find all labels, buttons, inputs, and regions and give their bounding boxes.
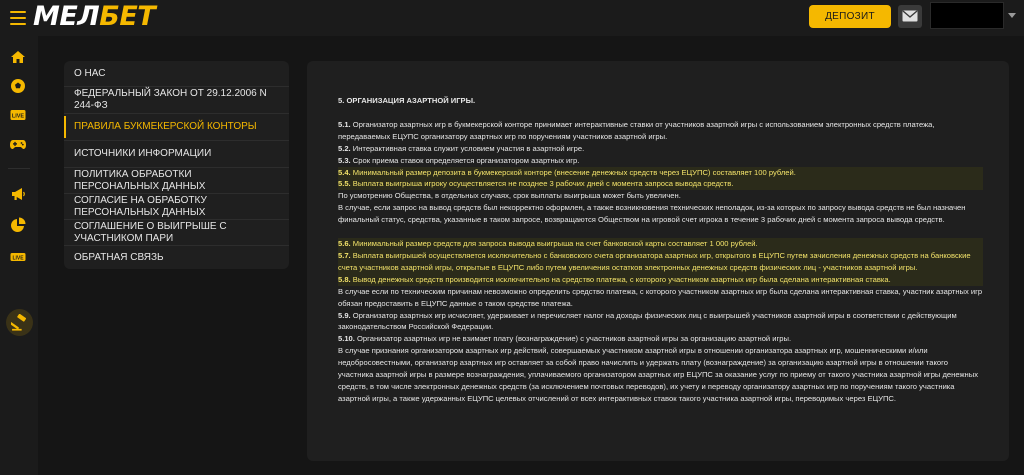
left-sidebar xyxy=(0,36,38,475)
rule-5-7: 5.7. Выплата выигрышей осуществляется исключительно с банковского счета организатора азартных игр, открытого в ЕЦУПС путем зачисления денежных средств на банковские счета участников азартной игры, открытые в ЕЦУПС либо путем увеличения остатков электронных денежных средств физических лиц - участников азартной игры. xyxy=(338,250,983,274)
menu-item-bookmaker-rules[interactable]: ПРАВИЛА БУКМЕКЕРСКОЙ КОНТОРЫ xyxy=(64,114,289,141)
rule-5-8-note: В случае если по техническим причинам невозможно определить средство платежа, с которого участником азартных игр была сделана интерактивная ставка, участник азартных игр обязан предоставить в ЕЦУПС данные о таком средстве платежа. xyxy=(338,286,983,308)
menu-item-winnings-agreement[interactable]: СОГЛАШЕНИЕ О ВЫИГРЫШЕ С УЧАСТНИКОМ ПАРИ xyxy=(64,220,289,246)
gamepad-icon[interactable] xyxy=(10,136,26,152)
menu-item-personal-data-consent[interactable]: СОГЛАСИЕ НА ОБРАБОТКУ ПЕРСОНАЛЬНЫХ ДАННЫХ xyxy=(64,194,289,220)
menu-item-federal-law[interactable]: ФЕДЕРАЛЬНЫЙ ЗАКОН ОТ 29.12.2006 N 244-ФЗ xyxy=(64,87,289,114)
rule-5-4: 5.4. Минимальный размер депозита в букмекерской конторе (внесение денежных средств через ЕЦУПС) составляет 100 рублей. xyxy=(338,167,983,179)
svg-text:LIVE: LIVE xyxy=(11,113,25,120)
pie-chart-icon[interactable] xyxy=(10,217,26,233)
live-games-icon[interactable] xyxy=(10,249,26,265)
rule-5-5-note-1: По усмотрению Общества, в отдельных случаях, срок выплаты выигрыша может быть увеличен. xyxy=(338,191,681,201)
envelope-icon xyxy=(902,10,918,22)
rule-5-1: 5.1. Организатор азартных игр в букмекерской конторе принимает интерактивные ставки от участников азартной игры с использованием электронных средств платежа, передаваемых ЕЦУПС организатору азартных игр по поручениям участников азартной игры. xyxy=(338,119,935,141)
rules-text xyxy=(338,95,983,405)
menu-burger-icon[interactable] xyxy=(10,11,26,25)
rules-content-panel xyxy=(307,61,1009,461)
rule-5-10: 5.10. Организатор азартных игр не взимает плату (вознаграждение) с участников азартной игры за организацию азартной игры. xyxy=(338,334,792,344)
rule-5-5-note-2: В случае, если запрос на вывод средств был некорректно оформлен, а также возникновения технических неполадок, из-за которых по запросу вывода средств не был назначен финальный статус, средства, указанные в таком запросе, возвращаются Обществом на игровой счет игрока в течение 3 рабочих дней с момента запроса вывода средств. xyxy=(338,203,966,225)
rule-5-5: 5.5. Выплата выигрыша игроку осуществляется не позднее 3 рабочих дней с момента запроса вывода средств. xyxy=(338,178,983,190)
home-icon[interactable] xyxy=(10,49,26,65)
deposit-button[interactable]: ДЕПОЗИТ xyxy=(809,5,891,28)
chevron-down-icon[interactable] xyxy=(1008,13,1016,18)
account-panel[interactable] xyxy=(930,2,1004,29)
rule-5-3: 5.3. Срок приема ставок определяется организатором азартных игр. xyxy=(338,155,580,165)
melbet-logo[interactable]: МЕЛБЕТ xyxy=(33,1,156,32)
live-icon[interactable] xyxy=(10,107,26,123)
rule-5-2: 5.2. Интерактивная ставка служит условием участия в азартной игре. xyxy=(338,143,585,153)
sidebar-divider xyxy=(8,168,30,169)
top-bar xyxy=(0,0,1024,36)
section-heading: 5. ОРГАНИЗАЦИЯ АЗАРТНОЙ ИГРЫ. xyxy=(338,96,476,105)
svg-text:LIVE: LIVE xyxy=(12,255,24,262)
rules-menu xyxy=(64,61,289,269)
menu-item-privacy-policy[interactable]: ПОЛИТИКА ОБРАБОТКИ ПЕРСОНАЛЬНЫХ ДАННЫХ xyxy=(64,168,289,194)
mail-button[interactable] xyxy=(898,5,922,28)
menu-item-about[interactable]: О НАС xyxy=(64,61,289,87)
megaphone-icon[interactable] xyxy=(10,186,26,202)
rule-5-8: 5.8. Вывод денежных средств производится исключительно на средство платежа, с которого участником азартных игр была сделана интерактивная ставка. xyxy=(338,274,983,286)
rule-5-9: 5.9. Организатор азартных игр исчисляет, удерживает и перечисляет налог на доходы физических лиц с выигрышей участников азартной игры в соответствии с действующим законодательством Российской Федерации. xyxy=(338,310,957,332)
menu-item-feedback[interactable]: ОБРАТНАЯ СВЯЗЬ xyxy=(74,251,164,263)
hammer-icon[interactable] xyxy=(6,309,33,336)
rule-5-6: 5.6. Минимальный размер средств для запроса вывода выигрыша на счет банковской карты составляет 1 000 рублей. xyxy=(338,238,983,250)
menu-item-info-sources[interactable]: ИСТОЧНИКИ ИНФОРМАЦИИ xyxy=(64,141,289,168)
soccer-ball-icon[interactable] xyxy=(10,78,26,94)
rule-5-10-note: В случае признания организатором азартных игр действий, совершаемых участником азартной игры в отношении организатора азартных игр, мошенническими и/или недобросовестными, организатор азартных игр оставляет за собой право начислить и удержать плату (вознаграждение) за организацию азартной игры в отношении такого участника азартной игры в размере вознаграждения, уплачиваемого организатором азартных игр ЕЦУПС за оказание услуг по приему от такого участника азартной игры денежных средств, в том числе электронных денежных средств (за исключением почтовых переводов), их учету и переводу организатору азартных игр по поручениям такого участника азартной игры, а также удержанных ЕЦУПС целевых отчислений от всех интерактивных ставок такого участника азартной игры, переводимых через ЕЦУПС. xyxy=(338,346,979,403)
